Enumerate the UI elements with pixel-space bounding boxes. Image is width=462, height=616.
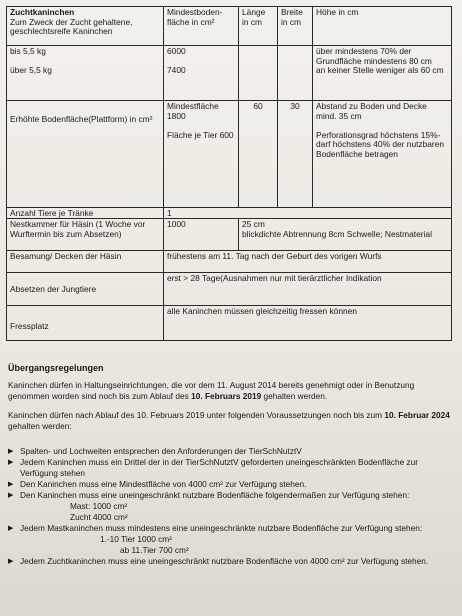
triangle-bullet-icon: ▶ (8, 459, 14, 466)
list-item: ▶ Spalten- und Lochweiten entsprechen den Anforderungen der TierSchNutztV (8, 446, 302, 456)
platform-area-cell: Mindestfläche 1800 Fläche je Tier 600 (163, 100, 239, 208)
list-item: ▶ Jedem Zuchtkaninchen muss eine uneingeschränkt nutzbare Bodenfläche von 4000 cm² zur Verfügung stehen. (8, 556, 429, 566)
weight-width-cell (277, 45, 313, 101)
sub-item: 1.-10 Tier 1000 cm² (100, 534, 172, 544)
platform-length-cell: 60 (238, 100, 278, 208)
sub-item: Mast: 1000 cm² (70, 501, 128, 511)
platform-width-cell: 30 (277, 100, 313, 208)
triangle-bullet-icon: ▶ (8, 525, 14, 532)
paragraph-1: Kaninchen dürfen in Haltungseinrichtungen, die vor dem 11. August 2014 bereits genehmigt oder in Benutzung genommen worden sind noch bis zum Ablauf des 10. Februars 2019 gehalten werden. (8, 380, 415, 401)
list-item: ▶ Jedem Kaninchen muss ein Drittel der in der TierSchNutztV geforderten uneingeschränkten Bodenfläche zur Verfügung stehen (8, 457, 419, 478)
paragraph-2: Kaninchen dürfen nach Ablauf des 10. Februars 2019 unter folgenden Voraussetzungen noch bis zum 10. Februar 2024 gehalten werden: (8, 410, 450, 431)
mating-value-cell: frühestens am 11. Tag nach der Geburt des vorigen Wurfs (163, 250, 452, 273)
weight-length-cell (238, 45, 278, 101)
weight-area-cell: 6000 7400 (163, 45, 239, 101)
weaning-value-cell: erst > 28 Tage(Ausnahmen nur mit tierärztlicher Indikation (163, 272, 452, 306)
platform-label-cell: Erhöhte Bodenfläche(Plattform) in cm² (6, 100, 164, 208)
platform-height-cell: Abstand zu Boden und Decke mind. 35 cm Perforationsgrad höchstens 15%- darf höchstens 40% der nutzbaren Bodenfläche betragen (312, 100, 452, 208)
nest-area-cell: 1000 (163, 218, 239, 251)
list-item: ▶ Den Kaninchen muss eine Mindestfläche von 4000 cm² zur Verfügung stehen. (8, 479, 307, 489)
bullet-list (8, 446, 456, 567)
feed-value-cell: alle Kaninchen müssen gleichzeitig fressen können (163, 305, 452, 341)
header-height: Höhe in cm (312, 6, 452, 46)
weight-cell: bis 5,5 kg über 5,5 kg (6, 45, 164, 101)
triangle-bullet-icon: ▶ (8, 492, 14, 499)
header-length: Länge in cm (238, 6, 278, 46)
animals-label-cell: Anzahl Tiere je Tränke (6, 207, 164, 219)
triangle-bullet-icon: ▶ (8, 448, 14, 455)
sub-item: Zucht 4000 cm² (70, 512, 128, 522)
mating-label-cell: Besamung/ Decken der Häsin (6, 250, 164, 273)
section-title: Übergangsregelungen (8, 363, 104, 373)
list-item: ▶ Den Kaninchen muss eine uneingeschränkt nutzbare Bodenfläche folgendermaßen zur Verfügung stehen: (8, 490, 410, 500)
header-area: Mindestboden-fläche in cm² (163, 6, 239, 46)
triangle-bullet-icon: ▶ (8, 481, 14, 488)
animals-value-cell: 1 (163, 207, 452, 219)
feed-label-cell: Fressplatz (6, 305, 164, 341)
weaning-label-cell: Absetzen der Jungtiere (6, 272, 164, 306)
header-rabbits: Zuchtkaninchen Zum Zweck der Zucht gehaltene, geschlechtsreife Kaninchen (6, 6, 164, 46)
nest-label-cell: Nestkammer für Häsin (1 Woche vor Wurftermin bis zum Absetzen) (6, 218, 164, 251)
nest-note-cell: 25 cm blickdichte Abtrennung 8cm Schwelle; Nestmaterial (238, 218, 452, 251)
triangle-bullet-icon: ▶ (8, 558, 14, 565)
header-width: Breite in cm (277, 6, 313, 46)
sub-item: ab 11.Tier 700 cm² (120, 545, 189, 555)
list-item: ▶ Jedem Mastkaninchen muss mindestens eine uneingeschränkte nutzbare Bodenfläche zur Verfügung stehen: (8, 523, 423, 533)
weight-height-cell: über mindestens 70% der Grundfläche mindestens 80 cm an keiner Stelle weniger als 60 cm (312, 45, 452, 101)
